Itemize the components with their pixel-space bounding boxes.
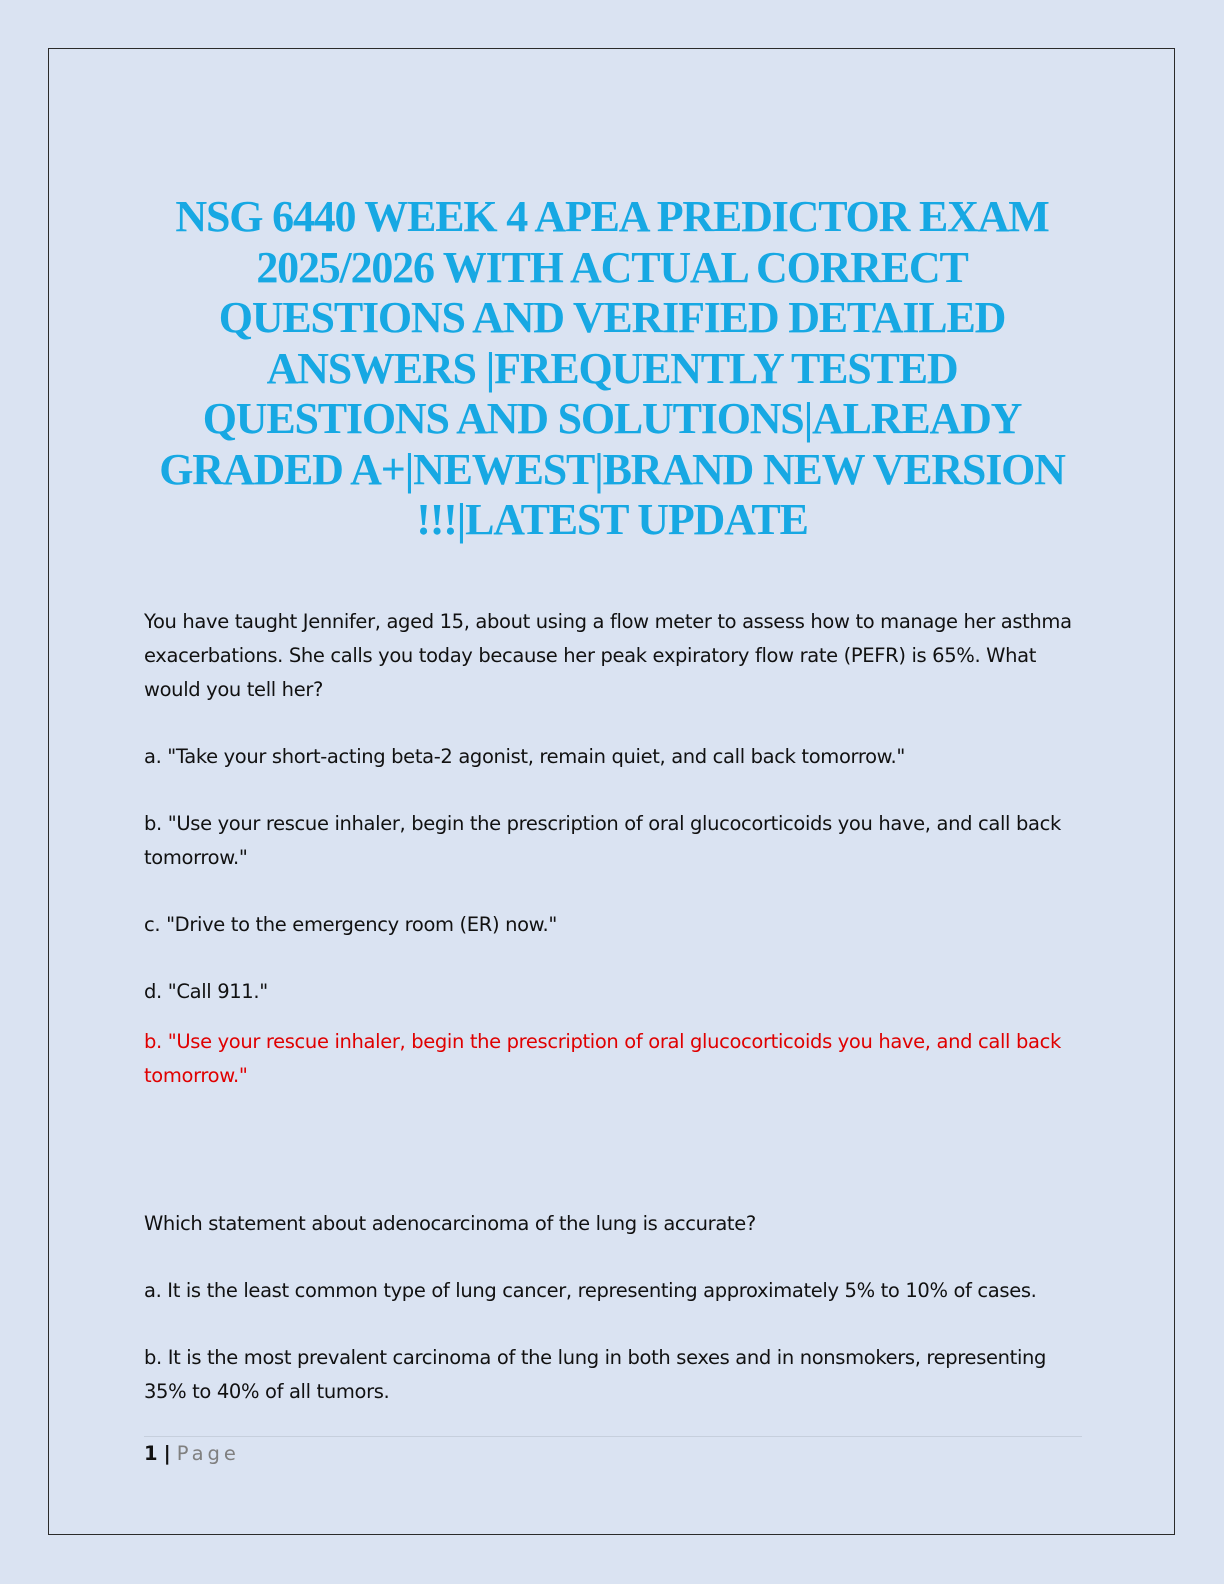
document-body: [144, 605, 1084, 1409]
footer-divider: [144, 1436, 1082, 1437]
question-1-stem: You have taught Jennifer, aged 15, about using a flow meter to assess how to manage her asthma exacerbations. She calls you today because her peak expiratory flow rate (PEFR) is 65%. What would you tell her?: [144, 610, 1072, 701]
question-1-answer: b. "Use your rescue inhaler, begin the prescription of oral glucocorticoids you have, and call back tomorrow.": [144, 1030, 1061, 1087]
page-number: 1: [144, 1442, 158, 1465]
question-1-option-c: c. "Drive to the emergency room (ER) now.": [144, 913, 557, 936]
page-separator: |: [163, 1442, 171, 1465]
question-2-stem: Which statement about adenocarcinoma of the lung is accurate?: [144, 1212, 756, 1235]
question-1-option-b: b. "Use your rescue inhaler, begin the prescription of oral glucocorticoids you have, and call back tomorrow.": [144, 812, 1061, 869]
page-footer: [144, 1440, 240, 1468]
page-label: Page: [176, 1442, 240, 1465]
document-title: NSG 6440 WEEK 4 APEA PREDICTOR EXAM 2025/2026 WITH ACTUAL CORRECT QUESTIONS AND VERIFIED DETAILED ANSWERS |FREQUENTLY TESTED QUESTIONS AND SOLUTIONS|ALREADY GRADED A+|NEWEST|BRAND NEW VERSION !!!|LATEST UPDATE: [159, 192, 1065, 544]
question-2-option-b: b. It is the most prevalent carcinoma of the lung in both sexes and in nonsmokers, representing 35% to 40% of all tumors.: [144, 1346, 1047, 1403]
question-1-option-d: d. "Call 911.": [144, 980, 268, 1003]
question-2-option-a: a. It is the least common type of lung cancer, representing approximately 5% to 10% of cases.: [144, 1279, 1037, 1302]
question-1-option-a: a. "Take your short-acting beta-2 agonist, remain quiet, and call back tomorrow.": [144, 745, 905, 768]
